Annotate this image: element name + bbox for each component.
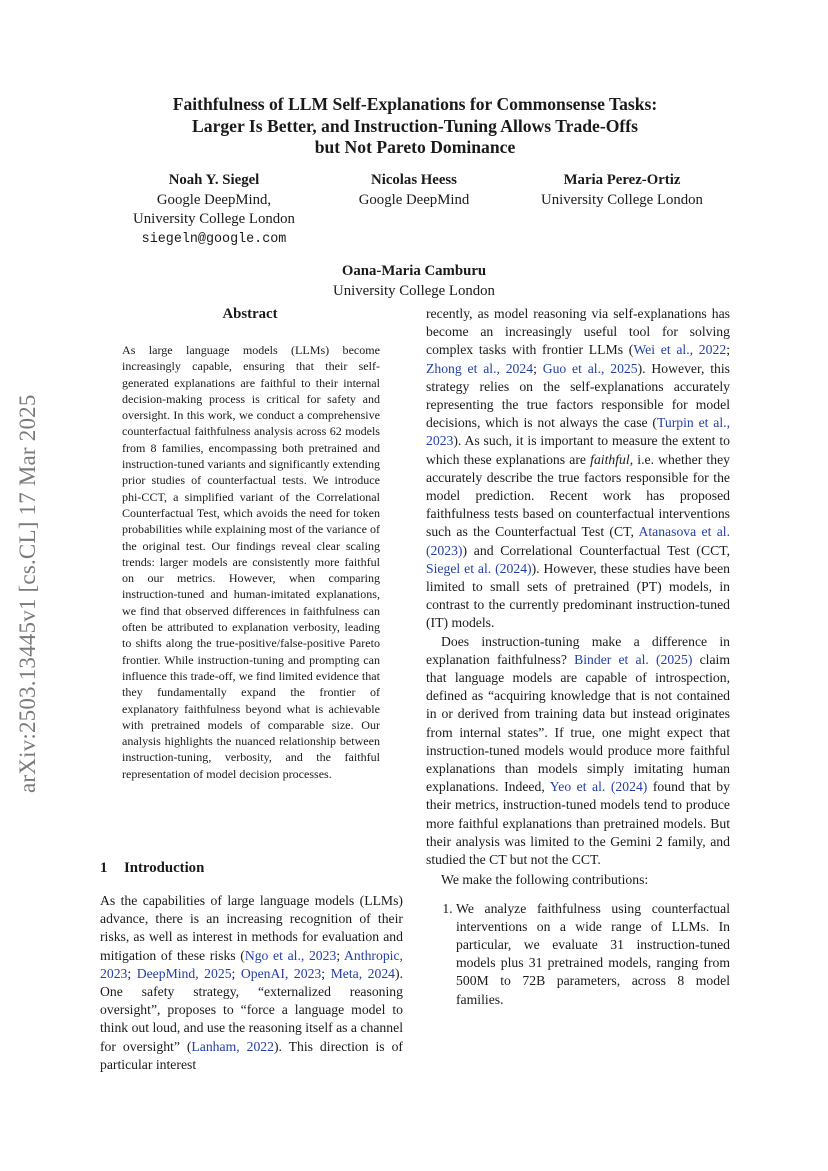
author-name: Oana-Maria Camburu	[341, 263, 487, 279]
citation-link[interactable]: Ngo et al., 2023	[244, 947, 337, 963]
section-title: Introduction	[124, 860, 205, 876]
author-name: Noah Y. Siegel	[168, 172, 260, 188]
citation-link[interactable]: Anthropic, 2023	[100, 947, 403, 981]
arxiv-stamp: arXiv:2503.13445v1 [cs.CL] 17 Mar 2025	[15, 394, 40, 793]
author-email[interactable]: siegeln@google.com	[141, 231, 287, 247]
citation-link[interactable]: Lanham, 2022	[191, 1038, 274, 1054]
citation-link[interactable]: Atanasova et al. (2023)	[426, 524, 730, 558]
citation-link[interactable]: Siegel et al. (2024)	[426, 560, 532, 576]
title-line: Larger Is Better, and Instruction-Tuning Allows Trade-Offs	[192, 115, 638, 136]
citation-link[interactable]: Zhong et al., 2024	[426, 360, 534, 376]
citation-link[interactable]: Guo et al., 2025	[542, 360, 638, 376]
citation-link[interactable]: Meta, 2024	[330, 965, 396, 981]
right-column-body	[426, 305, 730, 1009]
citation-link[interactable]: DeepMind, 2025	[136, 965, 232, 981]
citation-link[interactable]: Yeo et al. (2024)	[549, 779, 648, 795]
paragraph: recently, as model reasoning via self-explanations has become an increasingly useful tool for solving complex tasks with frontier LLMs (Wei et al., 2022; Zhong et al., 2024; Guo et al., 2025). However, this strategy relies on the self-explanations accurately representing the true factors responsible for model decisions, which is not always the case (Turpin et al., 2023). As such, it is important to measure the extent to which these explanations are faithful, i.e. whether they accurately describe the true factors responsible for the model prediction. Recent work has proposed faithfulness tests based on counterfactual interventions such as the Counterfactual Test (CT, Atanasova et al. (2023)) and Correlational Counterfactual Test (CCT, Siegel et al. (2024)). However, these studies have been limited to small sets of pretrained (PT) models, in contrast to the currently predominant instruction-tuned (IT) models.	[426, 306, 730, 631]
list-item: 1. We analyze faithfulness using counterfactual interventions on a wide range of LLMs. In particular, we evaluate 31 instruction-tuned models plus 31 pretrained models, ranging from 500M to 72B parameters, across 8 model families.	[456, 900, 730, 1009]
citation-link[interactable]: Wei et al., 2022	[633, 342, 727, 358]
author-block	[512, 171, 732, 210]
author-block	[314, 171, 514, 210]
contributions-list	[426, 900, 730, 1009]
title-line: but Not Pareto Dominance	[314, 137, 516, 157]
citation-link[interactable]: OpenAI, 2023	[240, 965, 322, 981]
author-affiliation: University College London	[541, 191, 703, 208]
abstract-text: As large language models (LLMs) become increasingly capable, ensuring that their self-generated explanations are faithful to their internal decision-making process is critical for safety and oversight. In this work, we conduct a comprehensive counterfactual faithfulness analysis across 62 models from 8 families, encompassing both pretrained and instruction-tuned variants and significantly extending prior studies of counterfactual tests. We introduce phi-CCT, a simplified variant of the Correlational Counterfactual Test, which avoids the need for token probabilities while explaining most of the variance of the original test. Our findings reveal clear scaling trends: larger models are consistently more faithful on our metrics. However, when comparing instruction-tuned and human-imitated explanations, we find that observed differences in faithfulness can often be attributed to explanation verbosity, leading to shifts along the true-positive/false-positive Pareto frontier. While instruction-tuning and prompting can influence this trade-off, we find limited evidence that they fundamentally expand the frontier of explanatory faithfulness beyond what is achievable with pretrained models of comparable size. Our analysis highlights the nuanced relationship between instruction-tuning, verbosity, and the faithful representation of model decision processes.	[122, 343, 380, 781]
paragraph: As the capabilities of large language models (LLMs) advance, there is an increasing recognition of their risks, as well as interest in methods for evaluation and mitigation of these risks (Ngo et al., 2023; Anthropic, 2023; DeepMind, 2025; OpenAI, 2023; Meta, 2024). One safety strategy, “externalized reasoning oversight”, proposes to “force a language model to think out loud, and use the reasoning itself as a channel for oversight” (Lanham, 2022). This direction is of particular interest	[100, 893, 403, 1072]
abstract-heading: Abstract	[222, 306, 278, 322]
emphasis-text: faithful	[590, 451, 630, 467]
citation-link[interactable]: Turpin et al., 2023	[426, 415, 730, 449]
left-column-body	[100, 892, 403, 1074]
author-name: Maria Perez-Ortiz	[563, 172, 681, 188]
paragraph: We make the following contributions:	[441, 872, 649, 888]
author-block	[264, 262, 564, 301]
author-affiliation: University College London	[333, 282, 495, 299]
citation-link[interactable]: Binder et al. (2025)	[574, 651, 693, 667]
section-number: 1	[100, 860, 108, 876]
paragraph: Does instruction-tuning make a difference in explanation faithfulness? Binder et al. (2025) claim that language models are capable of introspection, defined as “acquiring knowledge that is not contained in or derived from training data but instead originates from internal states”. If true, one might expect that instruction-tuned models would produce more faithful explanations than models simply imitating human explanations. Indeed, Yeo et al. (2024) found that by their metrics, instruction-tuned models tend to produce more faithful explanations than pretrained models. But their analysis was limited to the Gemini 2 family, and studied the CT but not the CCT.	[426, 633, 730, 868]
author-affiliation: University College London	[133, 211, 295, 227]
author-block	[100, 171, 328, 249]
section-heading	[100, 860, 204, 877]
title-line: Faithfulness of LLM Self-Explanations for Commonsense Tasks:	[172, 94, 658, 114]
author-name: Nicolas Heess	[371, 172, 457, 188]
author-affiliation: Google DeepMind	[358, 191, 470, 208]
paper-title	[90, 94, 740, 159]
author-affiliation: Google DeepMind,	[156, 191, 272, 208]
